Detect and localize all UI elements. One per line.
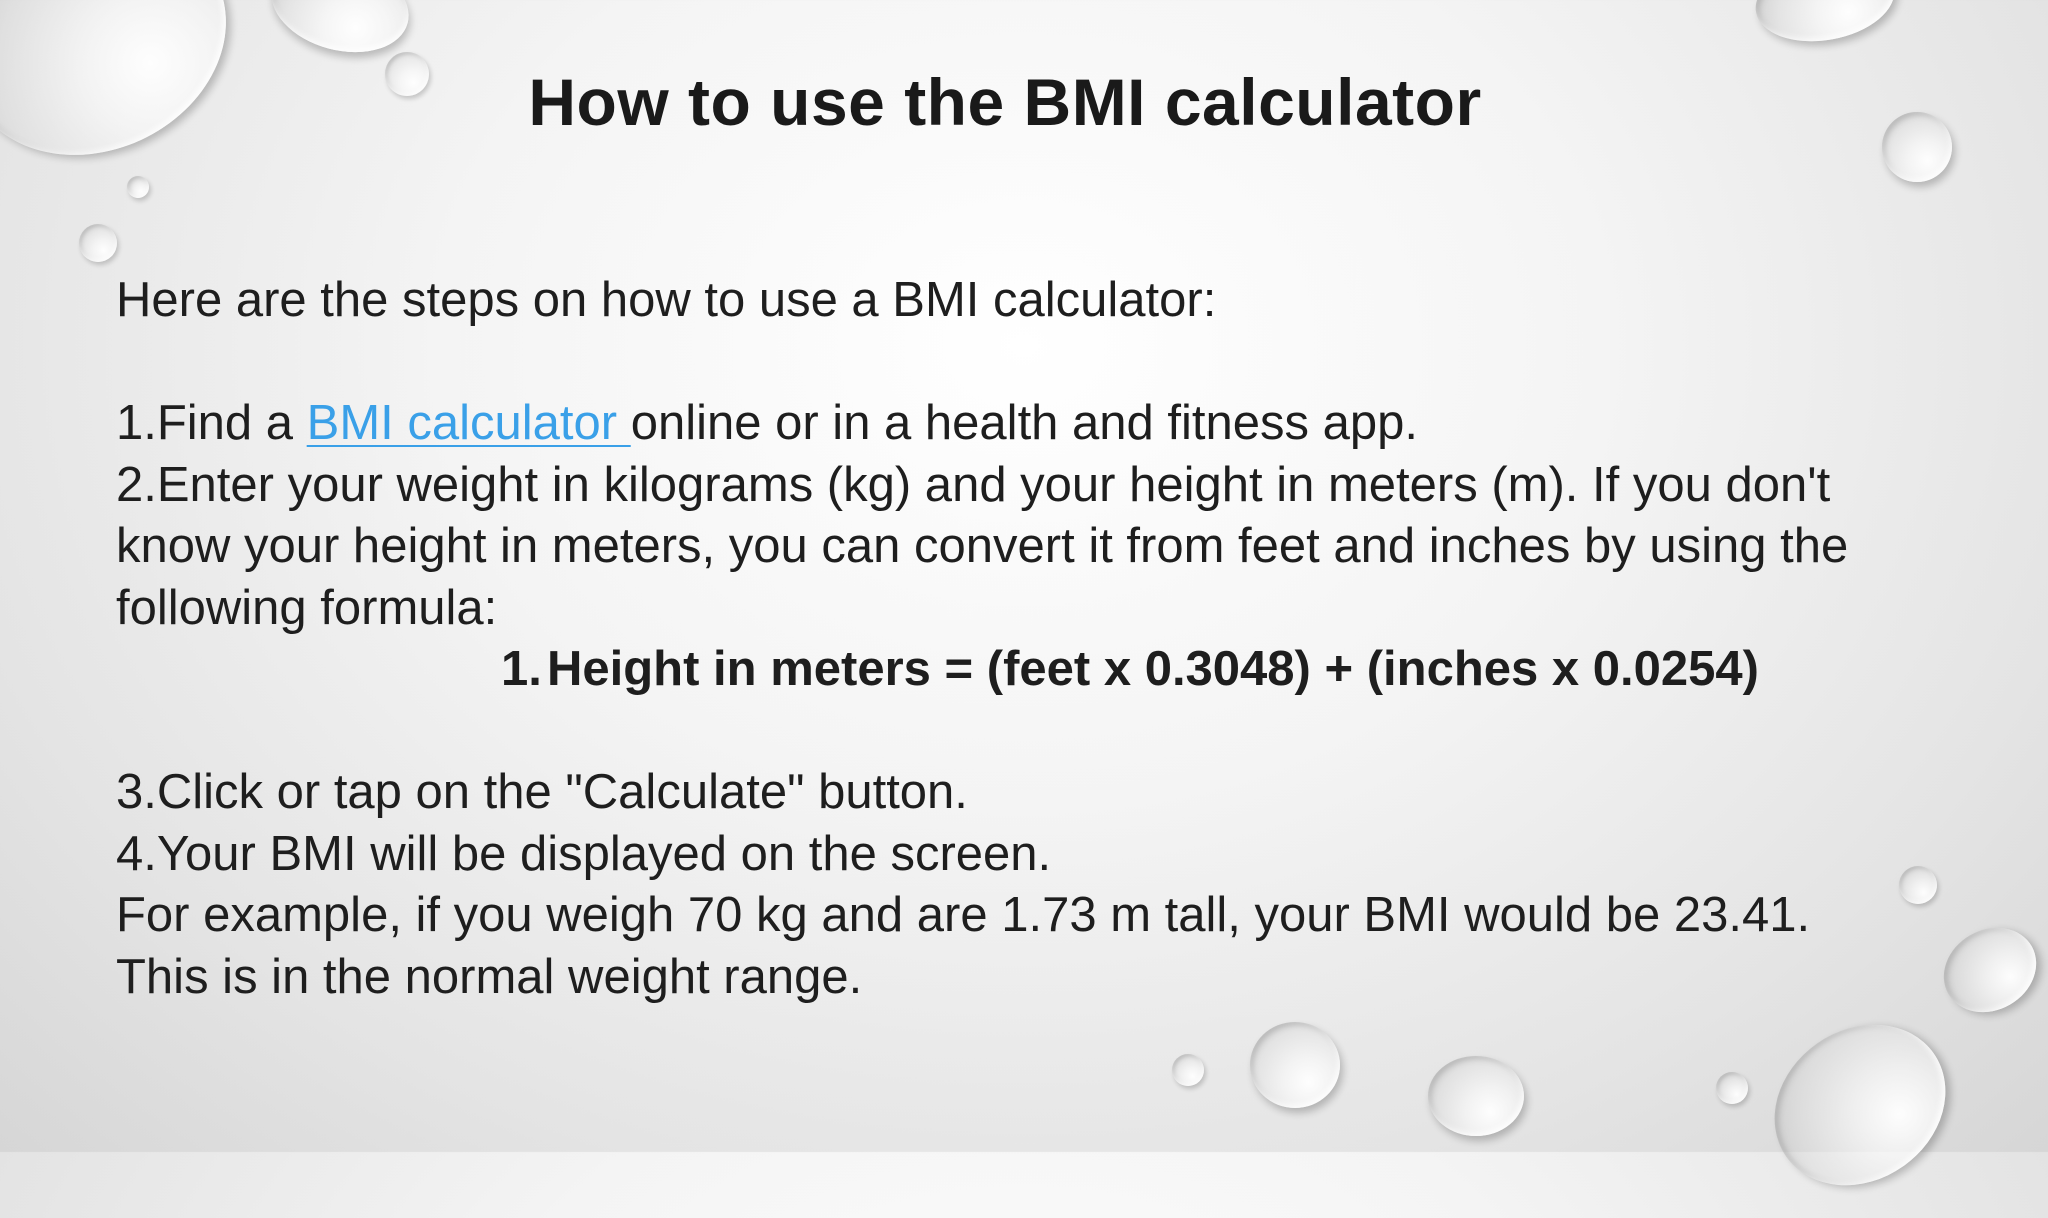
step-2-line-2: know your height in meters, you can convert it from feet and inches by using the	[116, 519, 1849, 573]
intro-text: Here are the steps on how to use a BMI calculator:	[116, 273, 1217, 327]
blank-line	[116, 332, 1996, 394]
water-droplet-icon	[79, 224, 117, 262]
step-1-suffix: online or in a health and fitness app.	[630, 396, 1419, 450]
blank-line	[116, 701, 1996, 763]
water-droplet-icon	[1743, 992, 1976, 1218]
bmi-calculator-link[interactable]: BMI calculator	[306, 396, 631, 450]
water-droplet-icon	[1172, 1054, 1204, 1086]
water-droplet-icon	[1716, 1072, 1748, 1104]
slide-body	[116, 270, 1996, 1008]
example-line-2: This is in the normal weight range.	[116, 949, 863, 1004]
water-droplet-icon	[1250, 1022, 1340, 1108]
slide-title: How to use the BMI calculator	[528, 65, 1482, 139]
height-formula	[116, 639, 1996, 701]
water-droplet-icon	[1428, 1056, 1524, 1136]
step-2-line-3: following formula:	[116, 580, 498, 635]
example-line-1: For example, if you weigh 70 kg and are 1.73 m tall, your BMI would be 23.41.	[116, 888, 1811, 942]
step-2-line-1: 2.Enter your weight in kilograms (kg) and your height in meters (m). If you don't	[116, 457, 1831, 512]
step-4: 4.Your BMI will be displayed on the screen.	[116, 826, 1052, 881]
water-droplet-icon	[127, 176, 149, 198]
formula-number: 1.	[501, 642, 542, 696]
formula-text: Height in meters = (feet x 0.3048) + (inches x 0.0254)	[547, 642, 1759, 696]
step-1-prefix: 1.Find a	[116, 396, 307, 450]
step-3: 3.Click or tap on the "Calculate" button.	[116, 765, 968, 819]
water-droplet-icon	[1749, 0, 1901, 52]
step-1	[116, 393, 1996, 455]
